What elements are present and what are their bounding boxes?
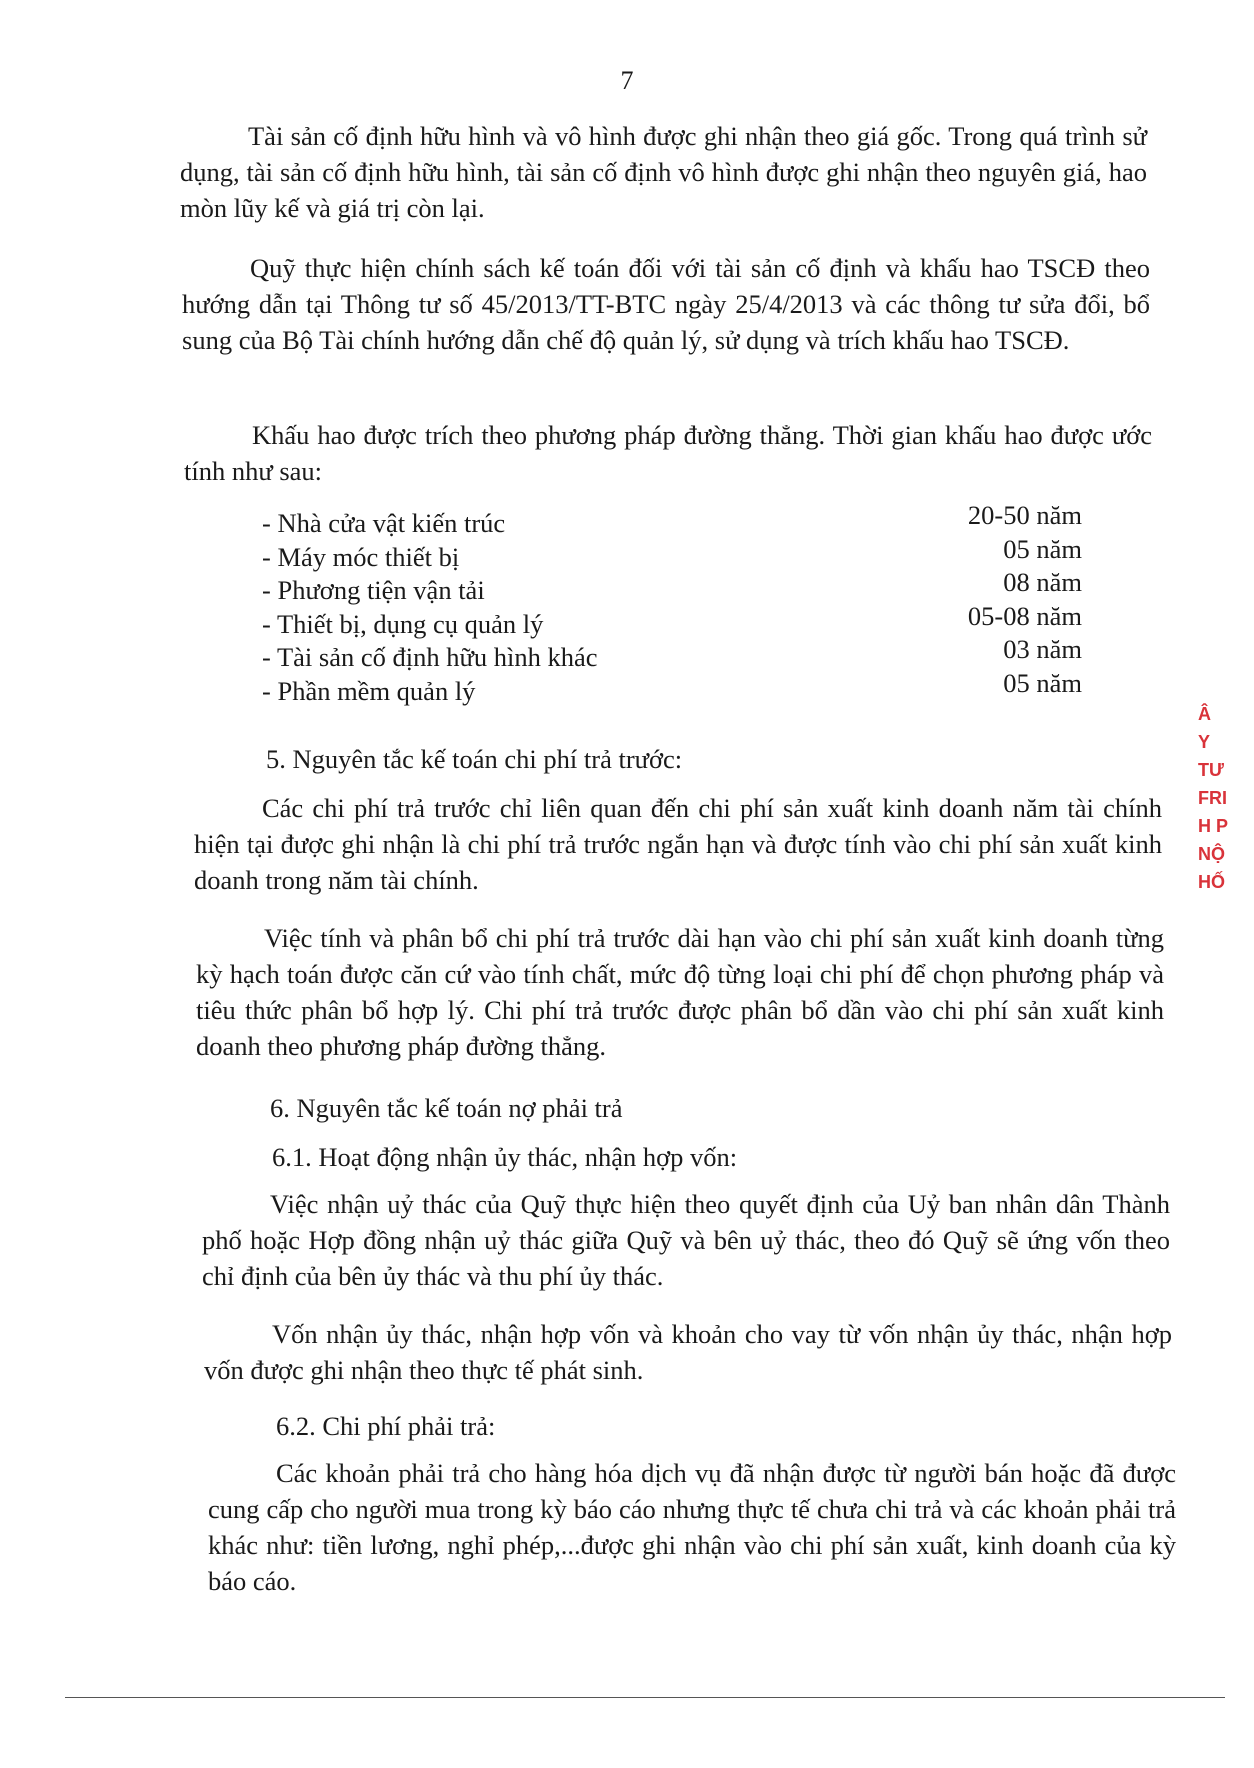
depreciation-period-value: 03 năm <box>1003 634 1082 664</box>
paragraph-fixed-assets-recognition: Tài sản cố định hữu hình và vô hình được ghi nhận theo giá gốc. Trong quá trình sử dụng, tài sản cố định hữu hình, tài sản cố định vô hình được ghi nhận theo nguyên giá, hao mòn lũy kế và giá trị còn lại. <box>180 121 1147 223</box>
depreciation-row <box>262 533 1082 576</box>
depreciation-row <box>262 600 1082 643</box>
paragraph-depreciation-policy: Quỹ thực hiện chính sách kế toán đối với tài sản cố định và khấu hao TSCĐ theo hướng dẫn tại Thông tư số 45/2013/TT-BTC ngày 25/4/2013 và các thông tư sửa đổi, bổ sung của Bộ Tài chính hướng dẫn chế độ quản lý, sử dụng và trích khấu hao TSCĐ. <box>182 253 1150 355</box>
paragraph-depreciation-method: Khấu hao được trích theo phương pháp đường thẳng. Thời gian khấu hao được ước tính như sau: <box>184 420 1152 486</box>
depreciation-asset-label: - Máy móc thiết bị <box>262 541 460 572</box>
paragraph-trust-receipt: Việc nhận uỷ thác của Quỹ thực hiện theo quyết định của Uỷ ban nhân dân Thành phố hoặc Hợp đồng nhận uỷ thác giữa Quỹ và bên uỷ thác, theo đó Quỹ sẽ ứng vốn theo chỉ định của bên ủy thác và thu phí ủy thác. <box>202 1189 1170 1291</box>
depreciation-row <box>262 667 1082 710</box>
red-stamp-fragment <box>1198 700 1254 910</box>
depreciation-asset-label: - Phần mềm quản lý <box>262 675 476 706</box>
footer-rule <box>65 1697 1225 1698</box>
depreciation-period-value: 08 năm <box>1003 567 1082 597</box>
stamp-text: HỐ <box>1198 872 1225 892</box>
paragraph-accrued-expenses: Các khoản phải trả cho hàng hóa dịch vụ đã nhận được từ người bán hoặc đã được cung cấp cho người mua trong kỳ báo cáo nhưng thực tế chưa chi trả và các khoản phải trả khác như: tiền lương, nghỉ phép,...được ghi nhận vào chi phí sản xuất, kinh doanh của kỳ báo cáo. <box>208 1458 1176 1596</box>
stamp-text: TƯ <box>1198 760 1224 780</box>
stamp-text: FRI <box>1198 788 1227 808</box>
depreciation-asset-label: - Thiết bị, dụng cụ quản lý <box>262 608 544 639</box>
heading-accrued-expenses: 6.2. Chi phí phải trả: <box>276 1411 496 1441</box>
depreciation-row <box>262 500 1082 542</box>
paragraph-short-term-prepaid: Các chi phí trả trước chỉ liên quan đến chi phí sản xuất kinh doanh năm tài chính hiện tại được ghi nhận là chi phí trả trước ngắn hạn và được tính vào chi phí sản xuất kinh doanh trong năm tài chính. <box>194 793 1162 895</box>
heading-prepaid-expenses: 5. Nguyên tắc kế toán chi phí trả trước: <box>266 744 683 774</box>
stamp-text: Â <box>1198 704 1211 724</box>
depreciation-period-value: 05 năm <box>1003 533 1082 564</box>
depreciation-schedule <box>262 500 1082 709</box>
stamp-text: H P <box>1198 816 1229 836</box>
stamp-text: NỘ <box>1198 844 1225 864</box>
heading-liabilities: 6. Nguyên tắc kế toán nợ phải trả <box>270 1093 623 1123</box>
depreciation-period-value: 05 năm <box>1003 667 1082 698</box>
depreciation-row <box>262 567 1082 609</box>
stamp-text: Y <box>1198 732 1211 752</box>
depreciation-row <box>262 634 1082 676</box>
page-number: 7 <box>620 66 634 95</box>
depreciation-period-value: 20-50 năm <box>967 500 1082 530</box>
paragraph-trust-capital: Vốn nhận ủy thác, nhận hợp vốn và khoản cho vay từ vốn nhận ủy thác, nhận hợp vốn được ghi nhận theo thực tế phát sinh. <box>204 1319 1172 1385</box>
depreciation-asset-label: - Phương tiện vận tải <box>262 575 485 605</box>
depreciation-asset-label: - Nhà cửa vật kiến trúc <box>262 508 506 538</box>
paragraph-long-term-prepaid: Việc tính và phân bổ chi phí trả trước dài hạn vào chi phí sản xuất kinh doanh từng kỳ hạch toán được căn cứ vào tính chất, mức độ từng loại chi phí để chọn phương pháp và tiêu thức phân bổ hợp lý. Chi phí trả trước được phân bổ dần vào chi phí sản xuất kinh doanh theo phương pháp đường thẳng. <box>196 923 1164 1061</box>
depreciation-period-value: 05-08 năm <box>967 600 1082 631</box>
heading-trust-activities: 6.1. Hoạt động nhận ủy thác, nhận hợp vốn: <box>272 1142 738 1172</box>
depreciation-asset-label: - Tài sản cố định hữu hình khác <box>262 642 598 672</box>
